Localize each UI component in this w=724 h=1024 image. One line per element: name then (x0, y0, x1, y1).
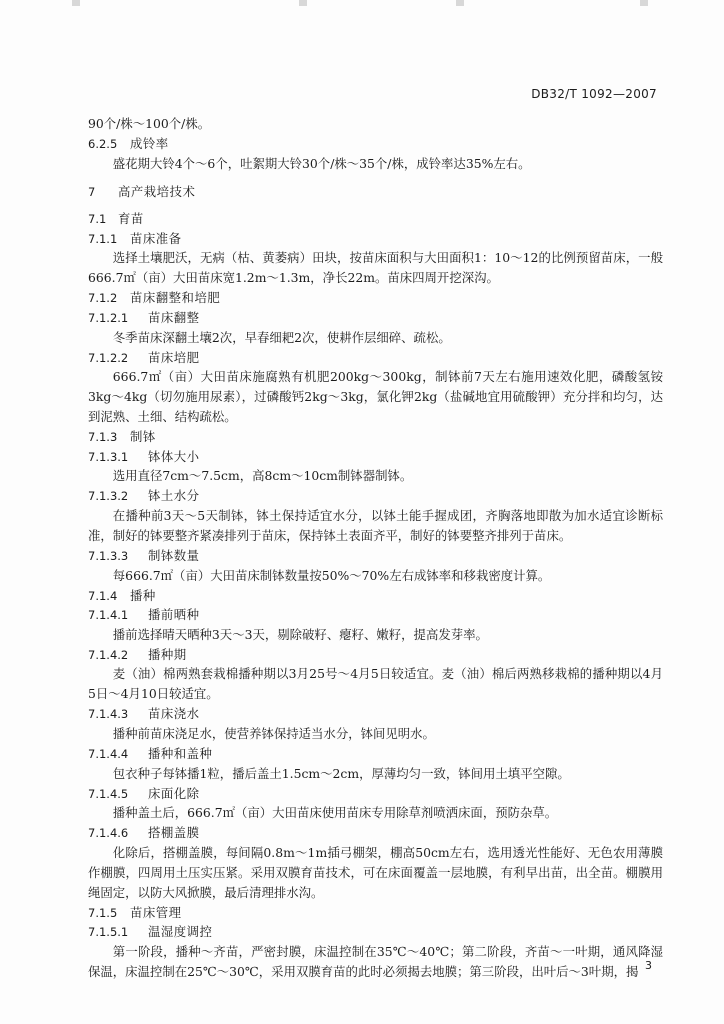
section-heading (88, 586, 663, 606)
section-heading (88, 427, 663, 447)
scan-mark (72, 0, 80, 6)
section-title: 钵土水分 (148, 488, 200, 504)
section-heading (88, 903, 663, 923)
section-number: 6.2.5 (88, 137, 118, 151)
section-heading (88, 447, 663, 467)
page-number: 3 (645, 959, 652, 972)
paragraph: 化除后，搭棚盖膜，每间隔0.8m～1m插弓棚架，棚高50cm左右，选用透光性能好、无色农用薄膜作棚膜，四周用土压实压紧。采用双膜育苗技术，可在床面覆盖一层地膜，有利早出苗，出全苗。棚膜用绳固定，以防大风掀膜，最后清理排水沟。 (88, 844, 663, 900)
paragraph: 播前选择晴天晒种3天～3天，剔除破籽、瘪籽、嫩籽，提高发芽率。 (112, 626, 488, 642)
section-title: 苗床培肥 (148, 349, 200, 365)
section-title: 温湿度调控 (148, 924, 213, 940)
section-title: 搭棚盖膜 (148, 825, 200, 841)
paragraph: 90个/株～100个/株。 (88, 116, 211, 131)
section-heading (88, 744, 663, 764)
section-heading (88, 823, 663, 843)
section-title: 钵体大小 (148, 448, 200, 464)
section-title: 苗床翻整 (148, 309, 200, 325)
document-body (88, 114, 663, 982)
section-title: 播前晒种 (148, 607, 200, 623)
paragraph: 选用直径7cm～7.5cm，高8cm～10cm制钵器制钵。 (112, 468, 413, 484)
paragraph: 播种前苗床浇足水，使营养钵保持适当水分，钵间见明水。 (112, 725, 435, 741)
section-title: 床面化除 (148, 785, 200, 801)
section-title: 播种期 (148, 646, 187, 662)
section-number: 7.1.4.4 (88, 746, 129, 761)
section-heading (88, 229, 663, 249)
paragraph: 每666.7㎡（亩）大田苗床制钵数量按50%～70%左右成钵率和移栽密度计算。 (112, 567, 551, 583)
section-number: 7.1 (88, 212, 107, 227)
section-title: 苗床管理 (130, 904, 182, 920)
section-heading (88, 546, 663, 566)
section-number: 7.1.3.2 (88, 489, 129, 504)
section-number: 7.1.4 (88, 588, 118, 603)
paragraph: 播种盖土后，666.7㎡（亩）大田苗床使用苗床专用除草剂喷洒床面，预防杂草。 (112, 805, 558, 821)
paragraph: 麦（油）棉两熟套栽棉播种期以3月25号～4月5日较适宜。麦（油）棉后两熟移栽棉的播种期以4月5日～4月10日较适宜。 (88, 666, 663, 702)
section-number: 7.1.3.3 (88, 548, 129, 563)
section-heading (88, 605, 663, 625)
paragraph: 选择土壤肥沃，无病（枯、黄萎病）田块，按苗床面积与大田面积1：10～12的比例预留苗床，一般666.7㎡（亩）大田苗床宽1.2m～1.3m，净长22m。苗床四周开挖深沟。 (88, 250, 663, 286)
section-number: 7.1.4.5 (88, 786, 129, 801)
paragraph: 在播种前3天～5天制钵，钵土保持适宜水分，以钵土能手握成团，齐胸落地即散为加水适宜诊断标准，制好的钵要整齐紧凑排列于苗床，保持钵土表面齐平，制好的钵要整齐排列于苗床。 (88, 507, 663, 543)
section-heading (88, 308, 663, 328)
scan-mark (640, 0, 648, 6)
section-number: 7.1.4.6 (88, 826, 129, 841)
section-heading (88, 704, 663, 724)
section-title: 高产栽培技术 (118, 183, 196, 199)
section-number: 7.1.4.1 (88, 608, 129, 623)
section-number: 7 (88, 184, 96, 199)
section-number: 7.1.1 (88, 231, 118, 246)
section-title: 苗床准备 (130, 230, 182, 246)
section-title: 育苗 (118, 211, 144, 227)
section-number: 7.1.5 (88, 905, 118, 920)
section-title: 制钵 (130, 429, 156, 445)
section-heading (88, 134, 663, 154)
section-title: 播种 (130, 587, 156, 603)
section-heading (88, 288, 663, 308)
paragraph: 盛花期大铃4个～6个，吐絮期大铃30个/株～35个/株，成铃率达35%左右。 (112, 155, 531, 171)
section-title: 成铃率 (130, 136, 169, 151)
section-heading (88, 348, 663, 368)
section-heading (88, 645, 663, 665)
section-heading (88, 486, 663, 506)
paragraph: 第一阶段，播种～齐苗，严密封膜，床温控制在35℃～40℃；第二阶段，齐苗～一叶期，通风降湿保温，床温控制在25℃～30℃，采用双膜育苗的此时必须揭去地膜；第三阶段，出叶后～3叶期，揭 (88, 943, 663, 979)
section-heading (88, 784, 663, 804)
section-number: 7.1.4.2 (88, 647, 129, 662)
section-title: 苗床浇水 (148, 706, 200, 722)
section-title: 播种和盖种 (148, 745, 213, 761)
section-heading (88, 209, 663, 229)
section-number: 7.1.3 (88, 430, 118, 445)
section-number: 7.1.4.3 (88, 707, 129, 722)
paragraph: 包衣种子每钵播1粒，播后盖土1.5cm～2cm，厚薄均匀一致，钵间用土填平空隙。 (112, 765, 570, 781)
section-heading (88, 182, 663, 202)
section-heading (88, 922, 663, 942)
section-title: 制钵数量 (148, 547, 200, 563)
section-number: 7.1.2.2 (88, 350, 129, 365)
paragraph: 冬季苗床深翻土壤2次，早春细耙2次，使耕作层细碎、疏松。 (112, 329, 451, 345)
section-number: 7.1.2.1 (88, 310, 129, 325)
scan-mark (456, 0, 464, 6)
section-number: 7.1.3.1 (88, 449, 129, 464)
scan-mark (299, 0, 307, 6)
standard-number: DB32/T 1092—2007 (531, 87, 657, 101)
section-number: 7.1.2 (88, 291, 118, 306)
section-title: 苗床翻整和培肥 (130, 290, 221, 306)
section-number: 7.1.5.1 (88, 925, 129, 940)
paragraph: 666.7㎡（亩）大田苗床施腐熟有机肥200kg～300kg，制钵前7天左右施用速效化肥，磷酸氢铵3kg～4kg（切勿施用尿素），过磷酸钙2kg～3kg，氯化钾2kg（盐碱地宜用硫酸钾）充分拌和均匀，达到泥熟、土细、结构疏松。 (88, 369, 663, 425)
